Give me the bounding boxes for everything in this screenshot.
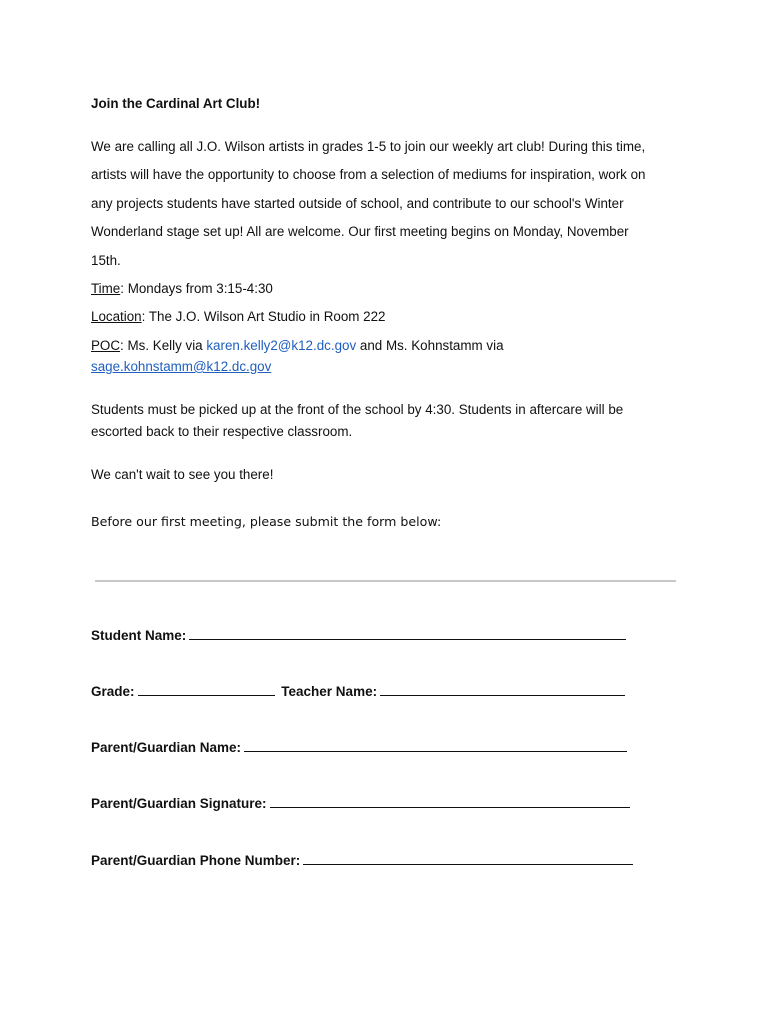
- form-intro: Before our first meeting, please submit the form below:: [91, 514, 442, 529]
- location-value: : The J.O. Wilson Art Studio in Room 222: [141, 309, 386, 324]
- parent-phone-field: [91, 852, 633, 869]
- parent-name-label: Parent/Guardian Name:: [91, 740, 242, 755]
- location-label: Location: [91, 309, 142, 324]
- time-line: [91, 281, 273, 297]
- parent-phone-label: Parent/Guardian Phone Number:: [91, 853, 301, 868]
- email-link-kelly[interactable]: karen.kelly2@k12.dc.gov: [206, 338, 357, 353]
- grade-blank[interactable]: [138, 683, 275, 696]
- intro-line: We are calling all J.O. Wilson artists in grades 1-5 to join our weekly art club! During this time,: [91, 139, 646, 154]
- grade-teacher-field: [91, 683, 625, 700]
- parent-signature-field: [91, 795, 630, 812]
- poc-text-1: : Ms. Kelly via: [120, 338, 207, 353]
- poc-line: [91, 338, 504, 354]
- pickup-line: escorted back to their respective classroom.: [91, 424, 353, 439]
- poc-label: POC: [91, 338, 121, 353]
- intro-line: artists will have the opportunity to choose from a selection of mediums for inspiration, work on: [91, 167, 646, 182]
- student-name-label: Student Name:: [91, 628, 187, 643]
- grade-label: Grade:: [91, 684, 135, 699]
- parent-signature-blank[interactable]: [270, 795, 630, 808]
- poc-line-2: [91, 359, 271, 375]
- time-label: Time: [91, 281, 121, 296]
- student-name-blank[interactable]: [189, 627, 626, 640]
- poc-text-2: and Ms. Kohnstamm via: [356, 338, 504, 353]
- student-name-field: [91, 627, 626, 644]
- time-value: : Mondays from 3:15-4:30: [120, 281, 273, 296]
- intro-line: Wonderland stage set up! All are welcome. Our first meeting begins on Monday, November: [91, 224, 629, 239]
- teacher-name-label: Teacher Name:: [281, 684, 378, 699]
- email-link-kohnstamm[interactable]: sage.kohnstamm@k12.dc.gov: [91, 359, 272, 374]
- closing-text: We can't wait to see you there!: [91, 467, 274, 482]
- intro-line: any projects students have started outside of school, and contribute to our school's Winter: [91, 196, 624, 211]
- location-line: [91, 309, 386, 325]
- flyer-heading: Join the Cardinal Art Club!: [91, 96, 261, 111]
- parent-signature-label: Parent/Guardian Signature:: [91, 796, 267, 811]
- teacher-name-blank[interactable]: [380, 683, 625, 696]
- parent-name-blank[interactable]: [244, 739, 627, 752]
- parent-phone-blank[interactable]: [303, 852, 633, 865]
- pickup-line: Students must be picked up at the front of the school by 4:30. Students in aftercare will be: [91, 402, 624, 417]
- divider-rule: [95, 580, 676, 582]
- parent-name-field: [91, 739, 627, 756]
- intro-line: 15th.: [91, 253, 121, 268]
